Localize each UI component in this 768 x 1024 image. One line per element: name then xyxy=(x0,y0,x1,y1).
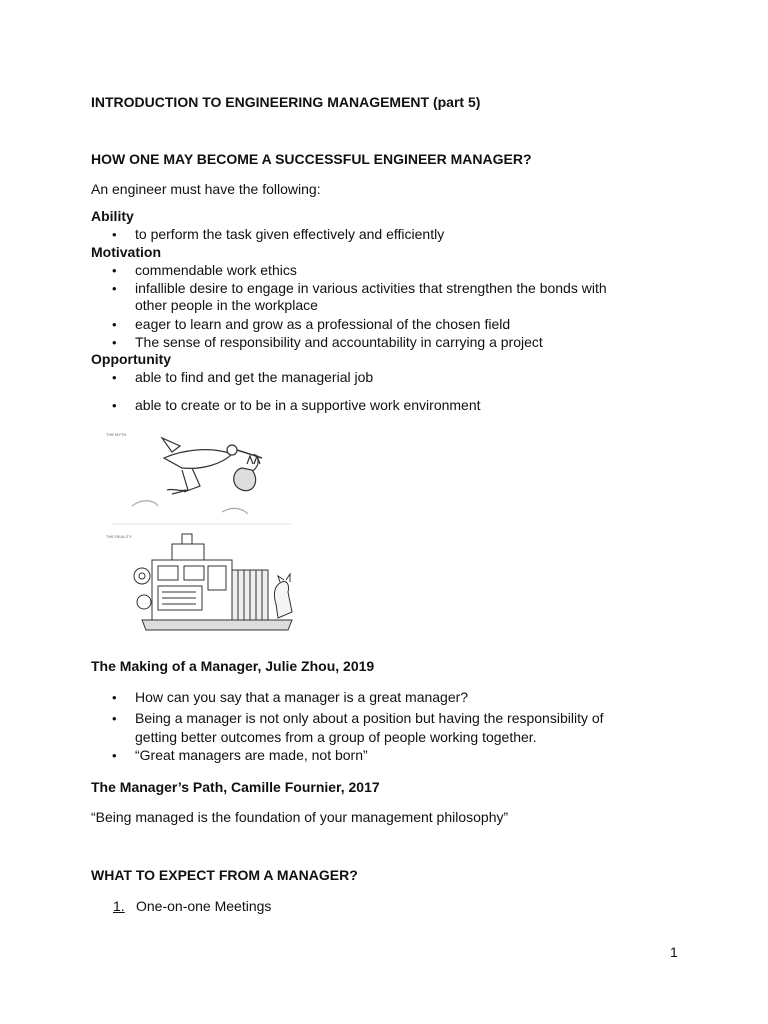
book-title: The Making of a Manager, Julie Zhou, 2019 xyxy=(91,658,375,674)
bullet: • xyxy=(112,335,117,350)
myth-reality-illustration xyxy=(92,420,312,642)
caption-reality: THE REALITY xyxy=(106,534,132,539)
list-item: able to find and get the managerial job xyxy=(135,369,374,385)
list-item-continuation: getting better outcomes from a group of people working together. xyxy=(135,729,537,745)
book-title: The Manager’s Path, Camille Fournier, 2017 xyxy=(91,779,380,795)
list-item: One-on-one Meetings xyxy=(136,898,272,914)
stork-delivering-baby-icon xyxy=(132,438,262,514)
bullet: • xyxy=(112,281,117,296)
group-label-motivation: Motivation xyxy=(91,244,161,260)
list-item: How can you say that a manager is a great manager? xyxy=(135,689,469,705)
group-label-ability: Ability xyxy=(91,208,134,224)
list-item: “Great managers are made, not born” xyxy=(135,747,368,763)
page-number: 1 xyxy=(670,944,678,960)
bullet: • xyxy=(112,690,117,705)
manager-making-machine-icon xyxy=(134,534,292,630)
group-label-opportunity: Opportunity xyxy=(91,351,172,367)
list-item: eager to learn and grow as a professional of the chosen field xyxy=(135,316,511,332)
list-item-continuation: other people in the workplace xyxy=(135,297,318,313)
list-number: 1. xyxy=(113,898,125,914)
section-heading: WHAT TO EXPECT FROM A MANAGER? xyxy=(91,867,358,883)
list-item: The sense of responsibility and accountability in carrying a project xyxy=(135,334,543,350)
bullet: • xyxy=(112,263,117,278)
bullet: • xyxy=(112,370,117,385)
bullet: • xyxy=(112,711,117,726)
bullet: • xyxy=(112,748,117,763)
intro-text: An engineer must have the following: xyxy=(91,181,321,197)
caption-myth: THE MYTH xyxy=(106,432,127,437)
list-item: Being a manager is not only about a position but having the responsibility of xyxy=(135,710,604,726)
document-title: INTRODUCTION TO ENGINEERING MANAGEMENT (part 5) xyxy=(91,94,481,110)
bullet: • xyxy=(112,227,117,242)
bullet: • xyxy=(112,398,117,413)
list-item: to perform the task given effectively and efficiently xyxy=(135,226,445,242)
section-heading: HOW ONE MAY BECOME A SUCCESSFUL ENGINEER MANAGER? xyxy=(91,151,532,167)
list-item: infallible desire to engage in various activities that strengthen the bonds with xyxy=(135,280,607,296)
list-item: commendable work ethics xyxy=(135,262,297,278)
book-quote: “Being managed is the foundation of your management philosophy” xyxy=(91,809,509,825)
list-item: able to create or to be in a supportive work environment xyxy=(135,397,481,413)
bullet: • xyxy=(112,317,117,332)
